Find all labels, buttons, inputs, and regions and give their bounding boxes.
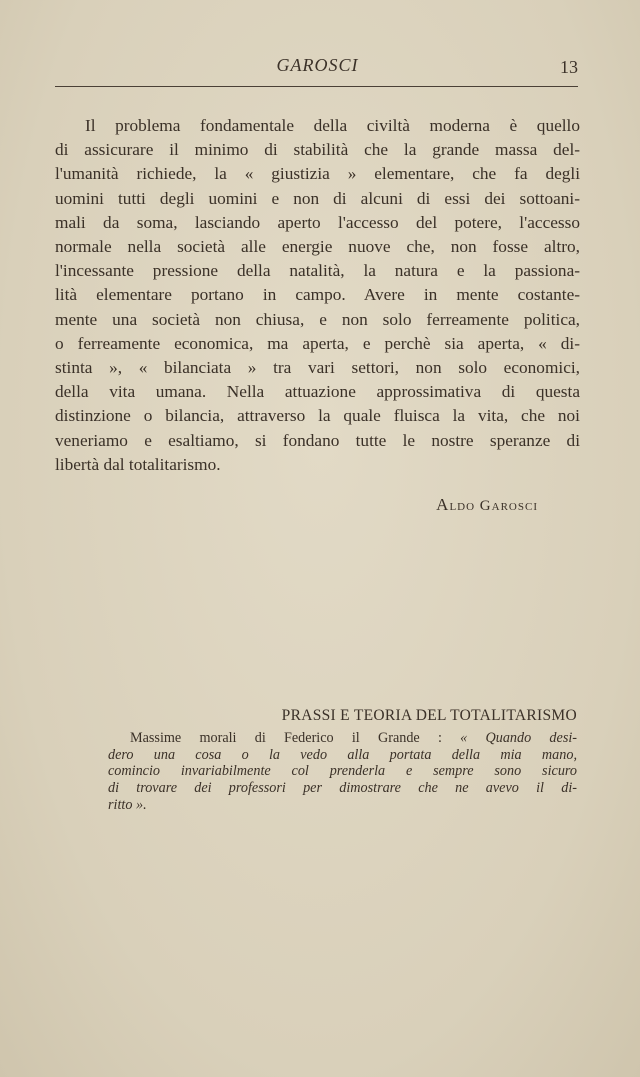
quote-text: di trovare dei professori per dimostrare che ne avevo il di- (108, 780, 577, 797)
page-header (55, 55, 580, 83)
body-line: mente una società non chiusa, e non solo ferreamente politica, (55, 309, 580, 329)
body-line: libertà dal totalitarismo. (55, 454, 221, 474)
body-line: l'umanità richiede, la « giustizia » elementare, che fa degli (55, 164, 580, 184)
body-line: di assicurare il minimo di stabilità che la grande massa del- (55, 140, 580, 160)
quote-text: « Quando desi- (460, 729, 578, 746)
page-number: 13 (560, 57, 578, 77)
quote-text: ritto ». (108, 796, 147, 813)
body-line: o ferreamente economica, ma aperta, e perchè sia aperta, « di- (55, 333, 580, 353)
body-line: mali da soma, lasciando aperto l'accesso del potere, l'accesso (55, 212, 580, 232)
quote-line (108, 747, 577, 764)
body-line: stinta », « bilanciata » tra vari settori, non solo economici, (55, 358, 580, 378)
body-line: normale nella società alle energie nuove che, non fosse altro, (55, 237, 580, 257)
body-line: Il problema fondamentale della civiltà moderna è quello (85, 116, 580, 135)
quote-line (108, 763, 577, 780)
body-line: lità elementare portano in campo. Avere in mente costante- (55, 285, 580, 305)
quote-text: dero una cosa o la vedo alla portata della mia mano, (108, 746, 577, 763)
author-signature: Aldo Garosci (436, 495, 538, 514)
quote-text: comincio invariabilmente col prenderla e sempre sono sicuro (108, 763, 577, 780)
body-line: della vita umana. Nella attuazione approssimativa di questa (55, 382, 580, 402)
running-title: GAROSCI (276, 55, 359, 75)
body-line: distinzione o bilancia, attraverso la quale fluisca la vita, che noi (55, 406, 580, 426)
section-heading: PRASSI E TEORIA DEL TOTALITARISMO (281, 707, 577, 724)
body-text (55, 114, 580, 477)
body-line: l'incessante pressione della natalità, la natura e la passiona- (55, 261, 580, 281)
quote-line (108, 730, 577, 747)
quote-line (108, 797, 577, 814)
quote-intro: Massime morali di Federico il Grande : (130, 729, 442, 746)
quote-section (108, 708, 577, 814)
header-rule (55, 86, 578, 87)
body-line: veneriamo e esaltiamo, si fondano tutte le nostre speranze di (55, 430, 580, 450)
quote-line (108, 780, 577, 797)
body-line: uomini tutti degli uomini e non di alcuni di essi dei sottoani- (55, 188, 580, 208)
